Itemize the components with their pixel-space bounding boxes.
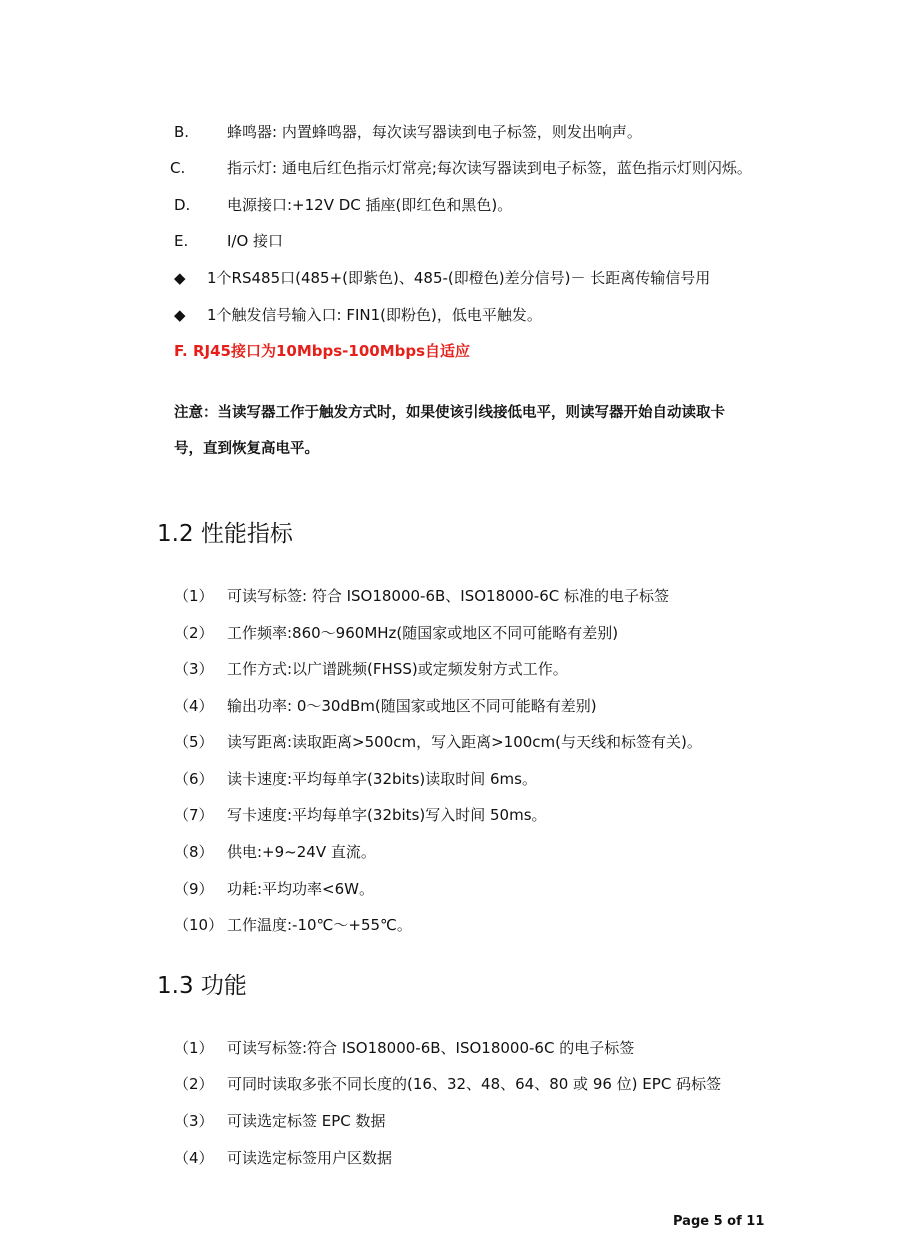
item-number: （1）: [174, 587, 214, 605]
perf-item-6: 读卡速度:平均每单字(32bits)读取时间 6ms。: [227, 770, 537, 788]
item-number: （4）: [174, 1149, 214, 1167]
item-number: （8）: [174, 843, 214, 861]
interface-buzzer: 蜂鸣器: 内置蜂鸣器，每次读写器读到电子标签，则发出响声。: [227, 123, 642, 141]
page-number: Page 5 of 11: [673, 1214, 765, 1229]
list-marker: C.: [170, 159, 186, 177]
item-number: （6）: [174, 770, 214, 788]
io-bullet-trigger: 1个触发信号输入口: FIN1(即粉色)，低电平触发。: [207, 306, 542, 324]
func-item-3: 可读选定标签 EPC 数据: [227, 1112, 386, 1130]
func-item-1: 可读写标签:符合 ISO18000-6B、ISO18000-6C 的电子标签: [227, 1039, 635, 1057]
func-item-4: 可读选定标签用户区数据: [227, 1149, 393, 1167]
note-line-2: 号，直到恢复高电平。: [174, 441, 319, 457]
perf-item-10: 工作温度:-10℃～+55℃。: [227, 916, 412, 934]
item-number: （2）: [174, 624, 214, 642]
section-title-performance: 1.2 性能指标: [157, 521, 293, 547]
func-item-2: 可同时读取多张不同长度的(16、32、48、64、80 或 96 位) EPC 码标签: [227, 1075, 722, 1093]
perf-item-8: 供电:+9~24V 直流。: [227, 843, 376, 861]
item-number: （7）: [174, 806, 214, 824]
list-marker: D.: [174, 196, 191, 214]
perf-item-3: 工作方式:以广谱跳频(FHSS)或定频发射方式工作。: [227, 660, 568, 678]
diamond-bullet-icon: ◆: [174, 306, 186, 324]
perf-item-1: 可读写标签: 符合 ISO18000-6B、ISO18000-6C 标准的电子标签: [227, 587, 669, 605]
item-number: （3）: [174, 1112, 214, 1130]
item-number: （2）: [174, 1075, 214, 1093]
list-marker: B.: [174, 123, 190, 141]
section-title-function: 1.3 功能: [157, 973, 247, 999]
perf-item-9: 功耗:平均功率<6W。: [227, 880, 374, 898]
interface-io: I/O 接口: [227, 232, 284, 250]
item-number: （9）: [174, 880, 214, 898]
diamond-bullet-icon: ◆: [174, 269, 186, 287]
item-number: （1）: [174, 1039, 214, 1057]
interface-indicator: 指示灯: 通电后红色指示灯常亮;每次读写器读到电子标签，蓝色指示灯则闪烁。: [227, 159, 752, 177]
item-number: （3）: [174, 660, 214, 678]
perf-item-4: 输出功率: 0～30dBm(随国家或地区不同可能略有差别): [227, 697, 597, 715]
rj45-line: F. RJ45接口为10Mbps-100Mbps自适应: [174, 342, 471, 360]
perf-item-2: 工作频率:860～960MHz(随国家或地区不同可能略有差别): [227, 624, 619, 642]
item-number: （5）: [174, 733, 214, 751]
note-line-1: 注意：当读写器工作于触发方式时，如果使该引线接低电平，则读写器开始自动读取卡: [174, 405, 725, 421]
perf-item-5: 读写距离:读取距离>500cm，写入距离>100cm(与天线和标签有关)。: [227, 733, 702, 751]
perf-item-7: 写卡速度:平均每单字(32bits)写入时间 50ms。: [227, 806, 547, 824]
io-bullet-rs485: 1个RS485口(485+(即紫色)、485-(即橙色)差分信号)－ 长距离传输信号用: [207, 269, 711, 287]
list-marker: E.: [174, 232, 189, 250]
interface-power: 电源接口:+12V DC 插座(即红色和黑色)。: [227, 196, 513, 214]
item-number: （4）: [174, 697, 214, 715]
item-number: （10）: [174, 916, 224, 934]
